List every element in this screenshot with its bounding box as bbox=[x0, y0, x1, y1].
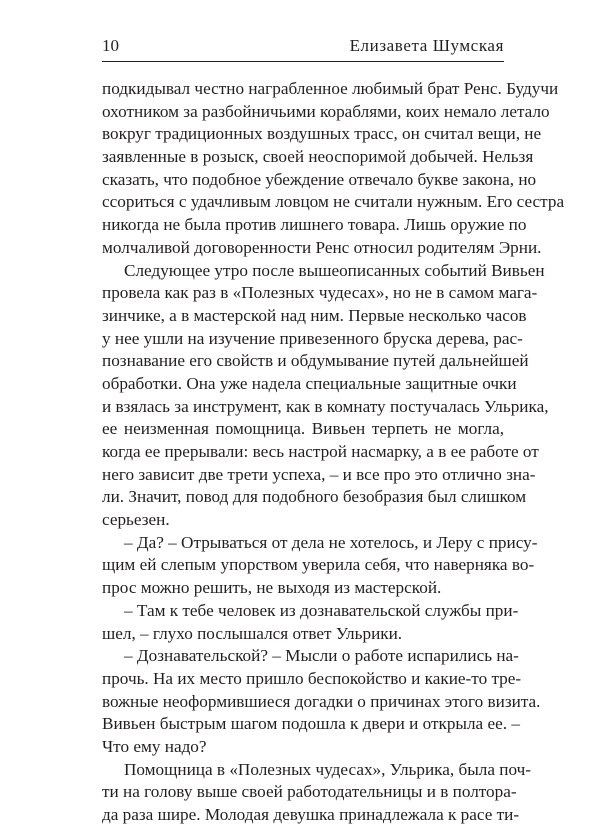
text-line: него зависит две трети успеха, – и все про это отлично зна- bbox=[102, 464, 536, 484]
text-line: Вивьен быстрым шагом подошла к двери и открыла ее. – bbox=[102, 714, 520, 734]
text-line: у нее ушли на изучение привезенного бруска дерева, рас- bbox=[102, 328, 523, 348]
running-title: Елизавета Шумская bbox=[349, 36, 504, 55]
text-line: вокруг традиционных воздушных трасс, он считал вещи, не bbox=[102, 124, 542, 144]
text-line: прос можно решить, не выходя из мастерской. bbox=[102, 578, 442, 598]
text-line: да раза шире. Молодая девушка принадлежала к расе ти- bbox=[102, 805, 520, 824]
text-line: ли. Значит, повод для подобного безобразия был слишком bbox=[102, 487, 527, 507]
text-line: никогда не была против лишнего товара. Лишь оружие по bbox=[102, 215, 527, 235]
text-line: Следующее утро после вышеописанных событий Вивьен bbox=[124, 260, 545, 280]
text-line: ти на голову выше своей работодательницы и в полтора- bbox=[102, 782, 517, 802]
text-line: Что ему надо? bbox=[102, 736, 207, 756]
text-line: – Там к тебе человек из дознавательской службы при- bbox=[124, 600, 519, 620]
text-line: зинчике, а в мастерской над ним. Первые несколько часов bbox=[102, 305, 527, 325]
page-header bbox=[102, 30, 504, 62]
text-line: сказать, что подобное убеждение отвечало букве закона, но bbox=[102, 169, 537, 189]
text-line: обработки. Она уже надела специальные защитные очки bbox=[102, 373, 517, 393]
text-line: щим ей слепым упорством уверила себя, что наверняка во- bbox=[102, 555, 535, 575]
text-line: провела как раз в «Полезных чудесах», но не в самом мага- bbox=[102, 283, 538, 303]
text-line: ее неизменная помощница. Вивьен терпеть не могла, bbox=[102, 419, 504, 439]
text-line: – Да? – Отрываться от дела не хотелось, и Леру с прису- bbox=[124, 532, 538, 552]
text-line: охотником за разбойничьими кораблями, коих немало летало bbox=[102, 101, 550, 121]
text-line: подкидывал честно награбленное любимый брат Ренс. Будучи bbox=[102, 79, 559, 98]
text-line: когда ее прерывали: весь настрой насмарку, а в ее работе от bbox=[102, 442, 539, 461]
text-line: заявленные в розыск, своей неоспоримой добычей. Нельзя bbox=[102, 147, 534, 167]
text-line: прочь. На их место пришло беспокойство и какие-то тре- bbox=[102, 668, 522, 688]
text-line: – Дознавательской? – Мысли о работе испарились на- bbox=[124, 646, 519, 666]
header-rule bbox=[102, 61, 504, 62]
text-line: шел, – глухо послышался ответ Ульрики. bbox=[102, 623, 403, 643]
text-line: молчаливой договоренности Ренс относил родителям Эрни. bbox=[102, 237, 542, 257]
text-line: вожные неоформившиеся догадки о причинах этого визита. bbox=[102, 691, 541, 711]
body-text bbox=[102, 78, 565, 827]
text-line: познавание его свойств и обдумывание путей дальнейшей bbox=[102, 351, 529, 371]
text-line: Помощница в «Полезных чудесах», Ульрика, была поч- bbox=[124, 759, 531, 779]
text-line: и взялась за инструмент, как в комнату постучалась Ульрика, bbox=[102, 396, 549, 416]
page-number: 10 bbox=[102, 36, 119, 55]
text-line: ссориться с удачливым ловцом не считали нужным. Его сестра bbox=[102, 192, 565, 212]
text-line: серьезен. bbox=[102, 510, 170, 530]
